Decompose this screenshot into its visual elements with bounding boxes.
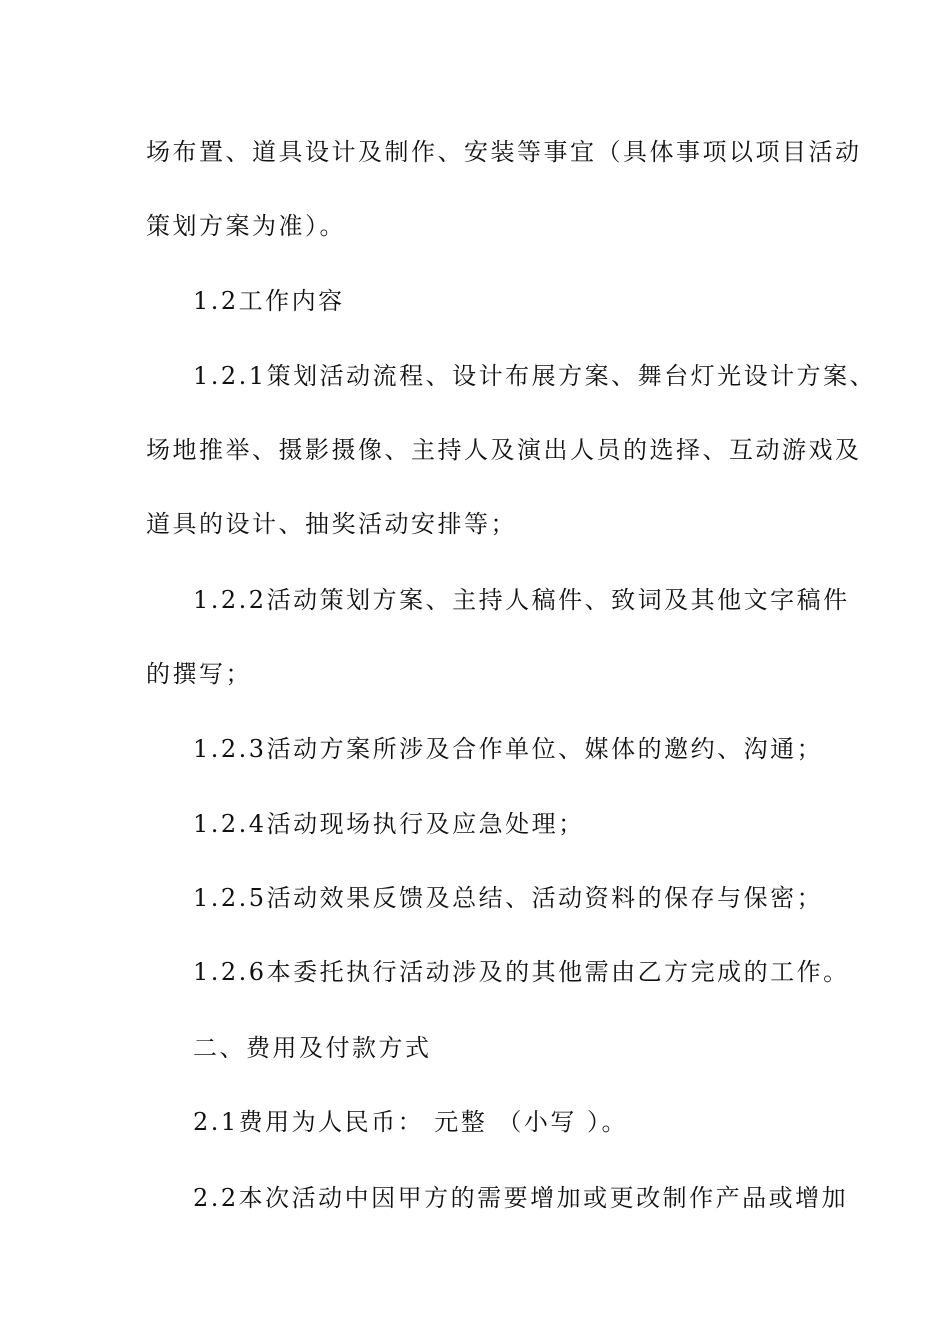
paragraph-line: 1.2.3活动方案所涉及合作单位、媒体的邀约、沟通； [193,735,824,763]
paragraph-line: 1.2.2活动策划方案、主持人稿件、致词及其他文字稿件 [193,586,850,614]
paragraph-line: 1.2.4活动现场执行及应急处理； [193,810,585,838]
paragraph-line: 策划方案为准）。 [146,212,346,240]
section-heading: 1.2工作内容 [193,287,345,315]
paragraph-line: 的撰写； [146,660,252,688]
paragraph-line: 1.2.5活动效果反馈及总结、活动资料的保存与保密； [193,884,824,912]
paragraph-line: 道具的设计、抽奖活动安排等； [146,510,517,538]
paragraph-line: 2.2本次活动中因甲方的需要增加或更改制作产品或增加 [193,1184,849,1212]
paragraph-line: 2.1费用为人民币： 元整 （小写 ）。 [193,1108,629,1136]
paragraph-line: 场地推举、摄影摄像、主持人及演出人员的选择、互动游戏及 [146,436,862,464]
paragraph-line: 1.2.1策划活动流程、设计布展方案、舞台灯光设计方案、 [193,362,877,390]
paragraph-line: 场布置、道具设计及制作、安装等事宜（具体事项以项目活动 [146,138,862,166]
section-heading: 二、费用及付款方式 [193,1034,432,1062]
paragraph-line: 1.2.6本委托执行活动涉及的其他需由乙方完成的工作。 [193,958,850,986]
